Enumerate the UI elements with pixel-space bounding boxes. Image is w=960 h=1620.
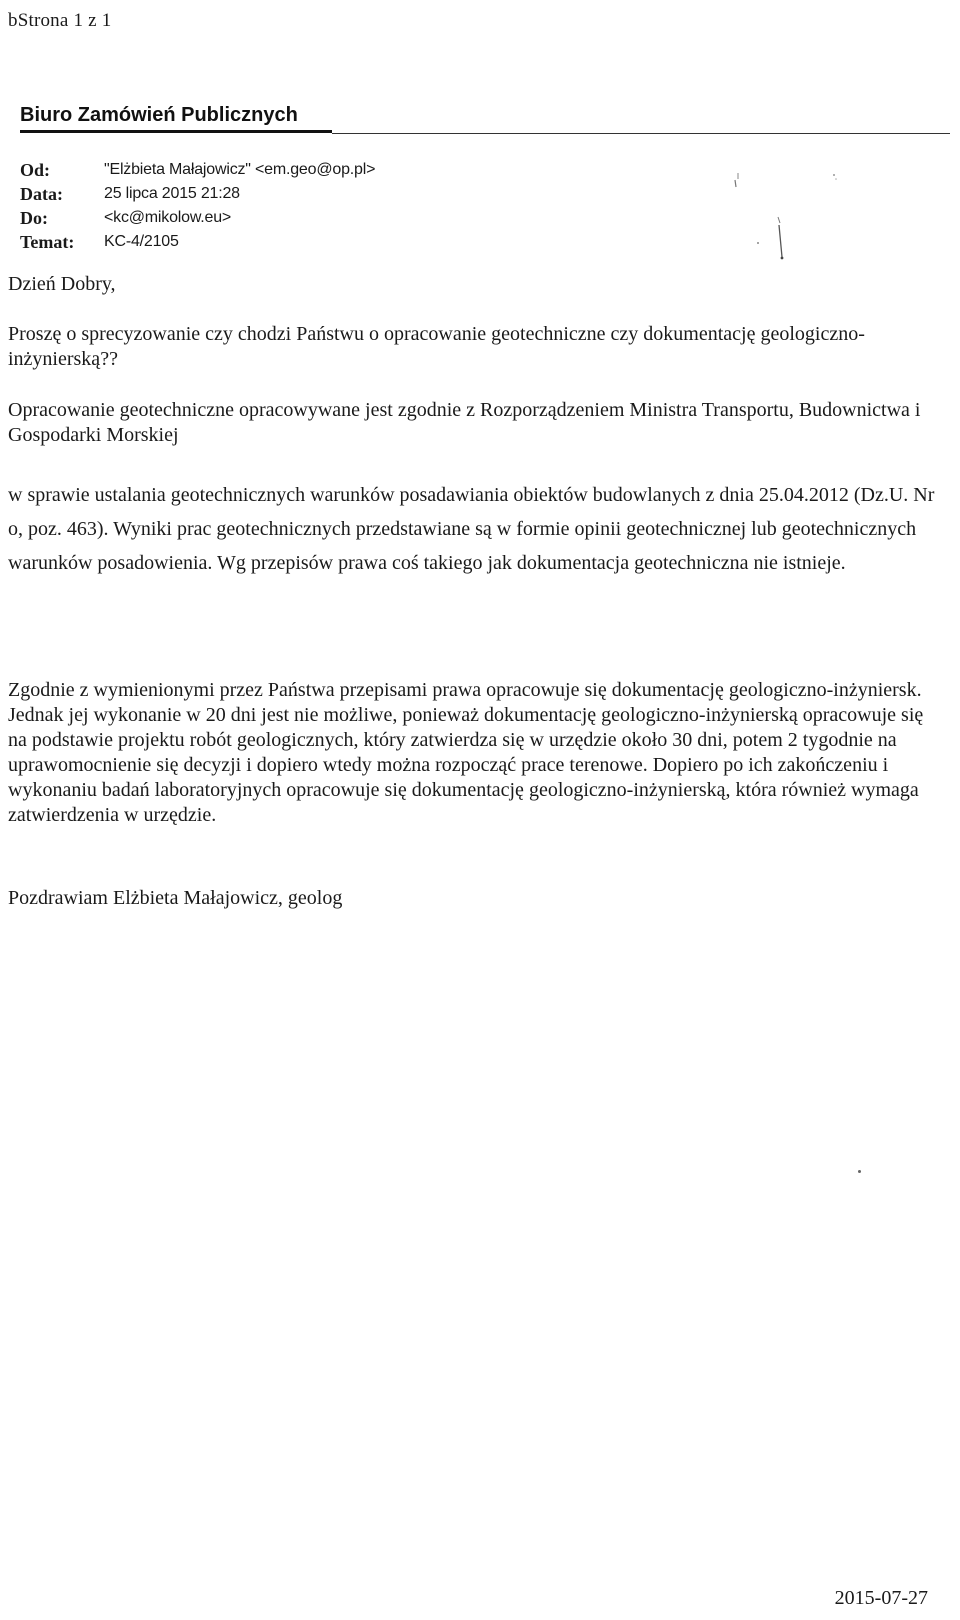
from-label: Od: xyxy=(20,160,51,180)
scan-dot xyxy=(858,1170,861,1173)
to-value: <kc@mikolow.eu> xyxy=(104,209,232,226)
subject-row xyxy=(20,230,375,254)
greeting: Dzień Dobry, xyxy=(8,273,116,295)
footer-date: 2015-07-27 xyxy=(834,1587,928,1609)
date-label: Data: xyxy=(20,184,63,204)
date-value: 25 lipca 2015 21:28 xyxy=(104,185,240,202)
to-label: Do: xyxy=(20,208,48,228)
from-value: "Elżbieta Małajowicz" <em.geo@op.pl> xyxy=(104,161,376,178)
subject-label: Temat: xyxy=(20,232,75,252)
email-metadata xyxy=(20,158,375,254)
signature: Pozdrawiam Elżbieta Małajowicz, geolog xyxy=(8,887,343,909)
org-title: Biuro Zamówień Publicznych xyxy=(20,104,298,126)
to-row xyxy=(20,206,375,230)
paragraph-3: w sprawie ustalania geotechnicznych warunków posadawiania obiektów budowlanych z dnia 25.04.2012 (Dz.U. Nr o, poz. 463). Wyniki prac geotechnicznych przedstawiane są w formie opinii geotechnicznej lub geotechnicznych warunków posadowienia. Wg przepisów prawa coś takiego jak dokumentacja geotechniczna nie istnieje. xyxy=(8,484,935,574)
page-header: bStrona 1 z 1 xyxy=(8,10,112,31)
from-row xyxy=(20,158,375,182)
paragraph-2: Opracowanie geotechniczne opracowywane jest zgodnie z Rozporządzeniem Ministra Transportu, Budownictwa i Gospodarki Morskiej xyxy=(8,399,921,446)
subject-value: KC-4/2105 xyxy=(104,233,179,250)
scan-artifact-marks xyxy=(730,165,840,265)
org-title-underline xyxy=(20,130,332,133)
paragraph-4: Zgodnie z wymienionymi przez Państwa przepisami prawa opracowuje się dokumentację geologiczno-inżyniersk. Jednak jej wykonanie w 20 dni jest nie możliwe, ponieważ dokumentację geologiczno-inżynierską opracowuje się na podstawie projektu robót geologicznych, który zatwierdza się w urzędzie około 30 dni, potem 2 tygodnie na uprawomocnienie się decyzji i dopiero wtedy można rozpocząć prace terenowe. Dopiero po ich zakończeniu i wykonaniu badań laboratoryjnych opracowuje się dokumentację geologiczno-inżynierską, która również wymaga zatwierdzenia w urzędzie. xyxy=(8,679,924,826)
paragraph-1: Proszę o sprecyzowanie czy chodzi Państwu o opracowanie geotechniczne czy dokumentację geologiczno-inżynierską?? xyxy=(8,323,865,370)
date-row xyxy=(20,182,375,206)
header-rule xyxy=(332,133,950,134)
